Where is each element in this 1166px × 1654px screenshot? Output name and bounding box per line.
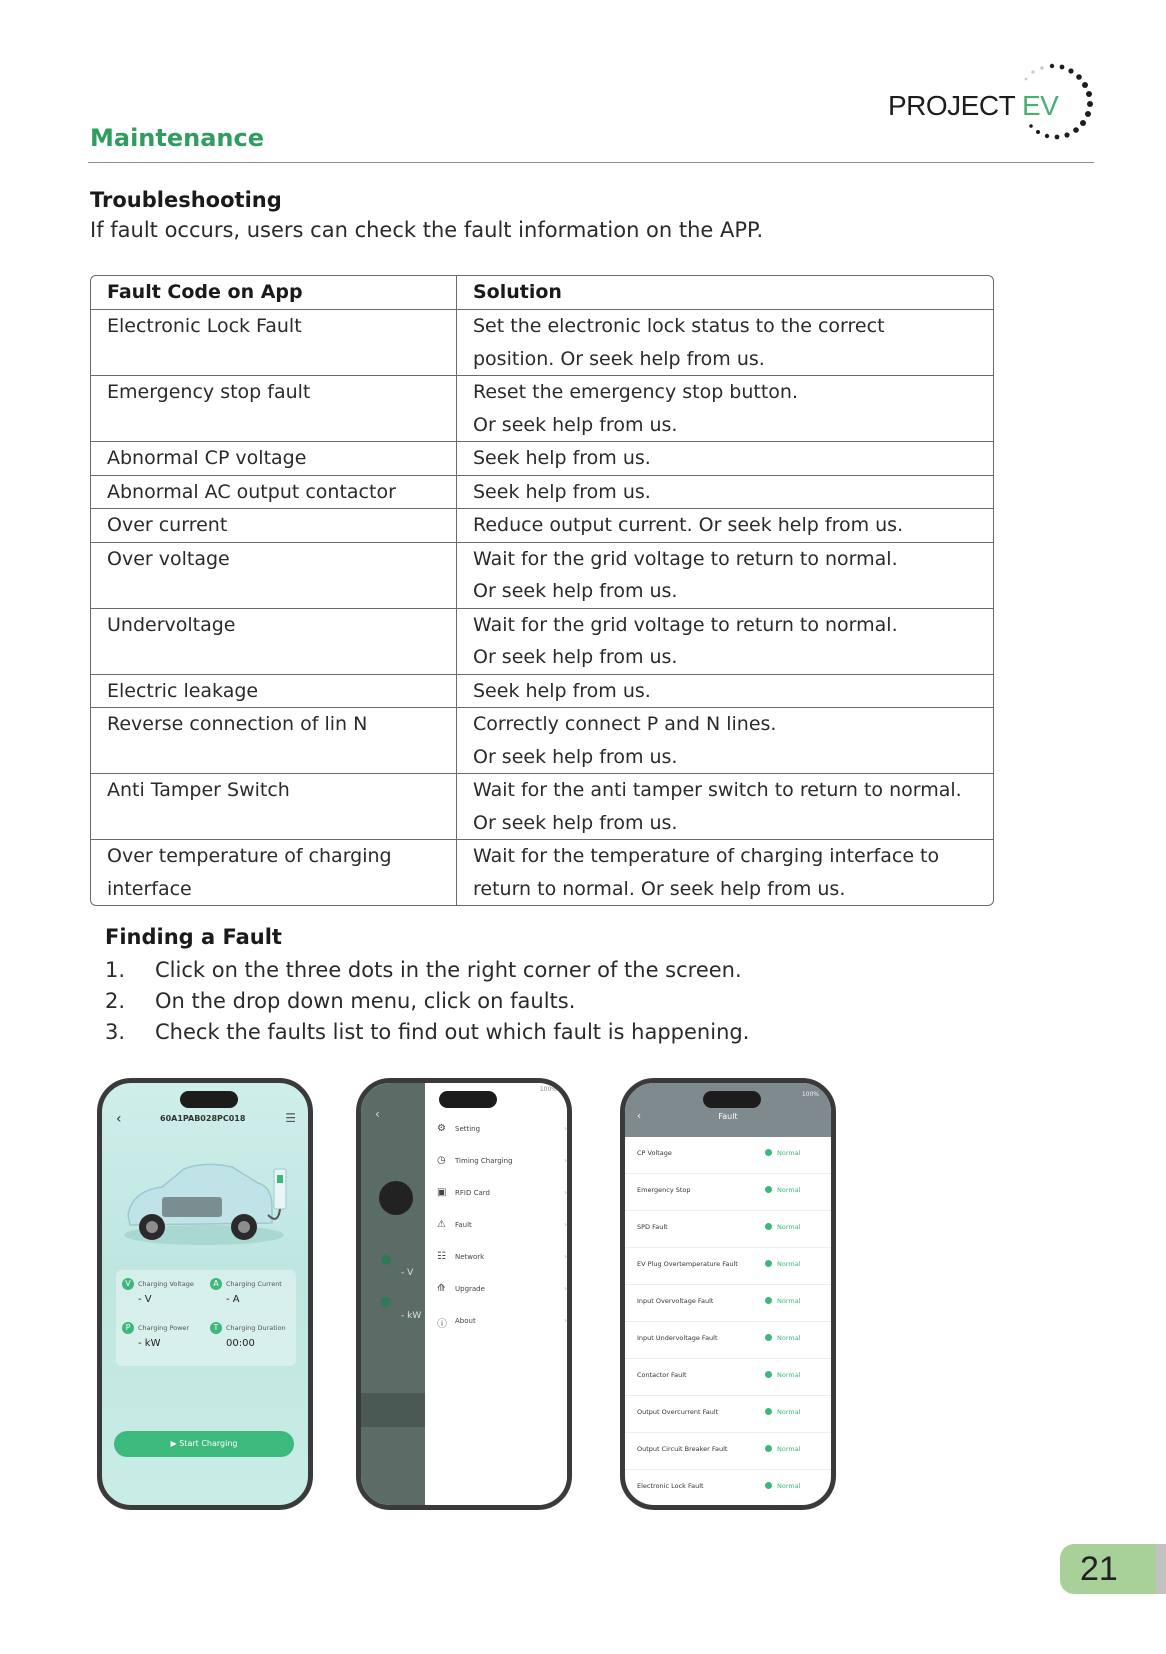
current-icon: A bbox=[210, 1278, 222, 1290]
table-row bbox=[91, 509, 993, 543]
metric-dot-icon bbox=[381, 1297, 391, 1307]
table-row bbox=[91, 774, 993, 840]
menu-item-rfid-card[interactable]: ▣ RFID Card › bbox=[437, 1187, 567, 1198]
phone-screenshot-charger-home bbox=[97, 1078, 313, 1510]
card-icon: ▣ bbox=[437, 1187, 447, 1198]
timer-icon: T bbox=[210, 1322, 222, 1334]
menu-item-network[interactable]: ☷ Network › bbox=[437, 1251, 567, 1262]
fault-solution: Wait for the anti tamper switch to return to normal. Or seek help from us. bbox=[457, 774, 993, 840]
list-item: EV Plug Overtemperature Fault Normal bbox=[625, 1248, 831, 1285]
warning-icon: ⚠ bbox=[437, 1219, 446, 1230]
status-badge: Normal bbox=[765, 1445, 801, 1453]
fault-solution: Wait for the grid voltage to return to normal. Or seek help from us. bbox=[457, 543, 993, 609]
device-id: 60A1PAB028PC018 bbox=[160, 1114, 246, 1123]
list-item: 3. Check the faults list to find out which fault is happening. bbox=[105, 1020, 750, 1044]
page-number: 21 bbox=[1060, 1544, 1166, 1594]
header-divider bbox=[88, 162, 1094, 163]
fault-code: Undervoltage bbox=[91, 609, 457, 675]
chevron-right-icon: › bbox=[563, 1284, 567, 1293]
table-row bbox=[91, 442, 993, 476]
fault-code: Emergency stop fault bbox=[91, 376, 457, 442]
list-item: SPD Fault Normal bbox=[625, 1211, 831, 1248]
chevron-right-icon: › bbox=[563, 1188, 567, 1197]
column-header-solution: Solution bbox=[457, 276, 993, 310]
table-row bbox=[91, 708, 993, 774]
status-badge: Normal bbox=[765, 1186, 801, 1194]
list-item: Input Overvoltage Fault Normal bbox=[625, 1285, 831, 1322]
phone-notch bbox=[180, 1091, 238, 1108]
fault-code: Anti Tamper Switch bbox=[91, 774, 457, 840]
status-badge: Normal bbox=[765, 1223, 801, 1231]
menu-item-upgrade[interactable]: ⟰ Upgrade › bbox=[437, 1283, 567, 1294]
table-row bbox=[91, 476, 993, 510]
list-item: 1. Click on the three dots in the right corner of the screen. bbox=[105, 958, 742, 982]
info-icon: ⓘ bbox=[437, 1319, 447, 1330]
fault-table bbox=[90, 275, 994, 906]
metric-dot-icon bbox=[381, 1255, 391, 1265]
chevron-right-icon: › bbox=[563, 1252, 567, 1261]
finding-fault-heading: Finding a Fault bbox=[105, 925, 282, 949]
list-item: Input Undervoltage Fault Normal bbox=[625, 1322, 831, 1359]
fault-solution: Seek help from us. bbox=[457, 675, 993, 709]
dimmed-footer bbox=[361, 1393, 425, 1427]
status-bar: 100% bbox=[539, 1086, 557, 1093]
fault-solution: Seek help from us. bbox=[457, 476, 993, 510]
table-row bbox=[91, 840, 993, 905]
gear-icon: ⚙ bbox=[437, 1123, 446, 1134]
fault-solution: Reduce output current. Or seek help from us. bbox=[457, 509, 993, 543]
list-item: Emergency Stop Normal bbox=[625, 1174, 831, 1211]
page-number-edge bbox=[1156, 1544, 1166, 1594]
menu-item-fault[interactable]: ⚠ Fault › bbox=[437, 1219, 567, 1230]
fault-code: Over temperature of charging interface bbox=[91, 840, 457, 905]
status-badge: Normal bbox=[765, 1408, 801, 1416]
chevron-right-icon: › bbox=[563, 1156, 567, 1165]
table-row bbox=[91, 310, 993, 376]
project-ev-logo bbox=[888, 58, 1098, 148]
chevron-right-icon: › bbox=[563, 1220, 567, 1229]
status-badge: Normal bbox=[765, 1260, 801, 1268]
troubleshooting-intro: If fault occurs, users can check the fault information on the APP. bbox=[90, 218, 764, 242]
fault-solution: Reset the emergency stop button. Or seek help from us. bbox=[457, 376, 993, 442]
list-item: 2. On the drop down menu, click on faults. bbox=[105, 989, 576, 1013]
list-item: CP Voltage Normal bbox=[625, 1137, 831, 1174]
voltage-icon: V bbox=[122, 1278, 134, 1290]
metrics-card: V Charging Voltage - V A Charging Current - A P Charging Power - kW T Charging Duration 00:00 bbox=[116, 1270, 296, 1366]
phone-notch bbox=[703, 1091, 761, 1108]
back-chevron-icon[interactable]: ‹ bbox=[637, 1111, 641, 1122]
phone-notch bbox=[439, 1091, 497, 1108]
upgrade-icon: ⟰ bbox=[437, 1283, 446, 1294]
fault-code: Over current bbox=[91, 509, 457, 543]
menu-item-about[interactable]: ⓘ About › bbox=[437, 1316, 567, 1330]
list-item: Contactor Fault Normal bbox=[625, 1359, 831, 1396]
fault-code: Abnormal AC output contactor bbox=[91, 476, 457, 510]
status-badge: Normal bbox=[765, 1149, 801, 1157]
status-badge: Normal bbox=[765, 1371, 801, 1379]
more-menu-icon[interactable]: ☰ bbox=[285, 1111, 296, 1125]
phone-screenshot-fault-list bbox=[620, 1078, 836, 1510]
logo-wordmark: PROJECT EV bbox=[888, 90, 1059, 121]
list-item: Output Overcurrent Fault Normal bbox=[625, 1396, 831, 1433]
dim-metric-value: - V bbox=[401, 1268, 414, 1278]
logo-dotted-ring-icon bbox=[1006, 58, 1098, 142]
back-chevron-icon[interactable]: ‹ bbox=[116, 1111, 122, 1127]
status-bar: 100% bbox=[801, 1091, 819, 1098]
fault-solution: Correctly connect P and N lines. Or seek help from us. bbox=[457, 708, 993, 774]
list-item: Electronic Lock Fault Normal bbox=[625, 1470, 831, 1507]
table-row bbox=[91, 609, 993, 675]
troubleshooting-heading: Troubleshooting bbox=[90, 188, 282, 212]
fault-solution: Seek help from us. bbox=[457, 442, 993, 476]
fault-code: Abnormal CP voltage bbox=[91, 442, 457, 476]
fault-solution: Wait for the temperature of charging interface to return to normal. Or seek help from us. bbox=[473, 845, 940, 900]
chevron-right-icon: › bbox=[563, 1316, 567, 1325]
dim-metric-value: - kW bbox=[401, 1311, 422, 1321]
dimmed-background bbox=[361, 1083, 425, 1505]
phone-screenshot-menu bbox=[356, 1078, 572, 1510]
menu-item-setting[interactable]: ⚙ Setting › bbox=[437, 1123, 567, 1134]
fault-code: Electric leakage bbox=[91, 675, 457, 709]
chevron-right-icon: › bbox=[563, 1124, 567, 1133]
wheel-shape bbox=[379, 1181, 413, 1215]
clock-icon: ◷ bbox=[437, 1155, 446, 1166]
start-charging-button[interactable]: ▶ Start Charging bbox=[114, 1431, 294, 1457]
fault-screen-title: Fault bbox=[718, 1112, 738, 1121]
car-charging-illustration-icon bbox=[122, 1153, 292, 1253]
table-header-row bbox=[91, 276, 993, 310]
table-row bbox=[91, 376, 993, 442]
back-chevron-icon: ‹ bbox=[375, 1107, 380, 1121]
fault-solution: Set the electronic lock status to the correct position. Or seek help from us. bbox=[457, 310, 993, 376]
power-icon: P bbox=[122, 1322, 134, 1334]
fault-solution: Wait for the grid voltage to return to normal. Or seek help from us. bbox=[457, 609, 993, 675]
table-row bbox=[91, 675, 993, 709]
table-row bbox=[91, 543, 993, 609]
fault-status-list bbox=[625, 1137, 831, 1507]
menu-item-timing-charging[interactable]: ◷ Timing Charging › bbox=[437, 1155, 567, 1166]
fault-code: Reverse connection of lin N bbox=[91, 708, 457, 774]
status-badge: Normal bbox=[765, 1334, 801, 1342]
list-item: Output Circuit Breaker Fault Normal bbox=[625, 1433, 831, 1470]
fault-code: Electronic Lock Fault bbox=[91, 310, 457, 376]
status-badge: Normal bbox=[765, 1297, 801, 1305]
fault-code: Over voltage bbox=[91, 543, 457, 609]
status-badge: Normal bbox=[765, 1482, 801, 1490]
column-header-fault-code: Fault Code on App bbox=[91, 276, 457, 310]
finding-fault-steps bbox=[105, 955, 749, 1048]
network-icon: ☷ bbox=[437, 1251, 446, 1262]
section-title: Maintenance bbox=[90, 124, 265, 152]
